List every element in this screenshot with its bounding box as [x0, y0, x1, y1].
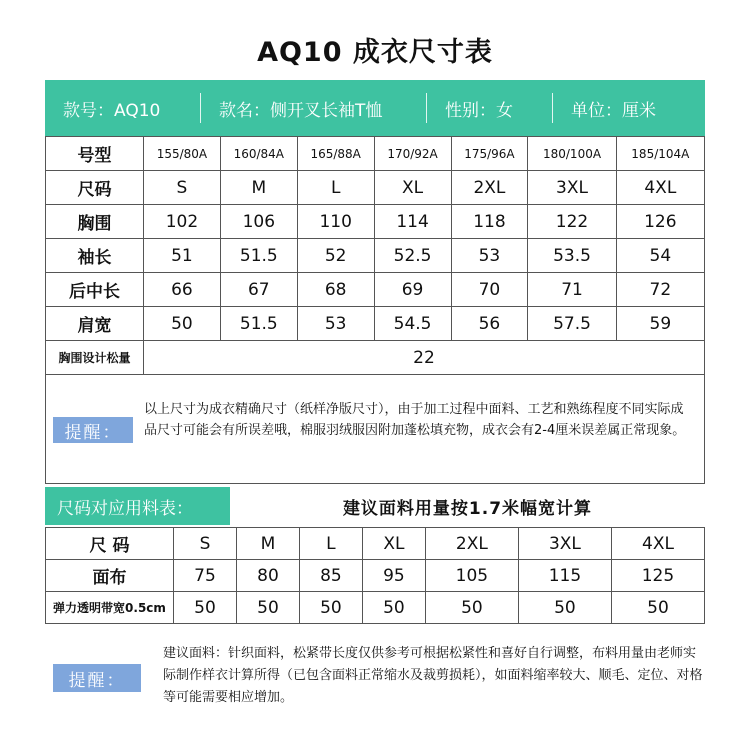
row-label: 尺码	[46, 171, 144, 205]
ease-value: 22	[144, 341, 705, 375]
table-cell: 2XL	[451, 171, 528, 205]
table-cell: 155/80A	[144, 137, 221, 171]
table-cell: 52.5	[374, 239, 451, 273]
table-cell: 69	[374, 273, 451, 307]
style-number: 款号：AQ10	[63, 100, 161, 121]
table-cell: 50	[611, 592, 704, 624]
style-name: 款名：侧开叉长袖T恤	[219, 100, 383, 121]
row-label: 胸围设计松量	[46, 341, 144, 375]
table-cell: 57.5	[528, 307, 616, 341]
row-label: 胸围	[46, 205, 144, 239]
fabric-table	[45, 527, 705, 624]
table-cell: S	[174, 528, 237, 560]
table-cell: 71	[528, 273, 616, 307]
table-cell: 126	[616, 205, 704, 239]
table-row-fabric	[46, 560, 705, 592]
table-row-ease	[46, 341, 705, 375]
divider	[426, 93, 427, 123]
row-label: 尺 码	[46, 528, 174, 560]
row-label: 肩宽	[46, 307, 144, 341]
divider	[552, 93, 553, 123]
fabric-header	[45, 487, 705, 525]
table-cell: 51.5	[220, 239, 297, 273]
table-cell: 118	[451, 205, 528, 239]
table-cell: 54.5	[374, 307, 451, 341]
table-cell: 115	[518, 560, 611, 592]
table-cell: S	[144, 171, 221, 205]
fabric-header-label: 尺码对应用料表：	[45, 487, 230, 525]
table-cell: 160/84A	[220, 137, 297, 171]
row-label: 面布	[46, 560, 174, 592]
table-cell: 3XL	[518, 528, 611, 560]
table-cell: 56	[451, 307, 528, 341]
table-cell: M	[236, 528, 299, 560]
table-cell: 59	[616, 307, 704, 341]
table-cell: 114	[374, 205, 451, 239]
table-cell: 106	[220, 205, 297, 239]
table-cell: L	[297, 171, 374, 205]
table-row-bust	[46, 205, 705, 239]
table-cell: 2XL	[425, 528, 518, 560]
table-cell: 72	[616, 273, 704, 307]
table-cell: 50	[425, 592, 518, 624]
table-cell: 53.5	[528, 239, 616, 273]
table-cell: 75	[174, 560, 237, 592]
table-cell: 53	[297, 307, 374, 341]
table-row-shoulder	[46, 307, 705, 341]
table-cell: XL	[374, 171, 451, 205]
table-row-back-length	[46, 273, 705, 307]
remark-box	[45, 640, 705, 720]
table-cell: 51	[144, 239, 221, 273]
unit-label: 单位：厘米	[571, 100, 656, 121]
remark-badge: 提醒：	[53, 664, 141, 692]
table-cell: 175/96A	[451, 137, 528, 171]
table-row-sleeve	[46, 239, 705, 273]
table-row-size-code	[46, 137, 705, 171]
table-cell: 125	[611, 560, 704, 592]
table-cell: 50	[144, 307, 221, 341]
table-cell: 3XL	[528, 171, 616, 205]
table-cell: 95	[362, 560, 425, 592]
table-cell: 80	[236, 560, 299, 592]
remark-text: 以上尺寸为成衣精确尺寸（纸样净版尺寸），由于加工过程中面料、工艺和熟练程度不同实际成品尺寸可能会有所误差哦，棉服羽绒服因附加蓬松填充物，成衣会有2-4厘米误差属正常现象。	[144, 402, 686, 438]
table-cell: XL	[362, 528, 425, 560]
divider	[200, 93, 201, 123]
remark-badge: 提醒：	[53, 417, 133, 443]
table-cell: 180/100A	[528, 137, 616, 171]
table-cell: 110	[297, 205, 374, 239]
remark-box	[45, 374, 705, 484]
gender-label: 性别：女	[445, 100, 513, 121]
table-row-size	[46, 171, 705, 205]
table-cell: 85	[299, 560, 362, 592]
table-cell: 67	[220, 273, 297, 307]
table-cell: 105	[425, 560, 518, 592]
header-bar	[45, 80, 705, 136]
row-label: 后中长	[46, 273, 144, 307]
fabric-header-note: 建议面料用量按1.7米幅宽计算	[342, 498, 593, 519]
row-label: 号型	[46, 137, 144, 171]
row-label: 弹力透明带宽0.5cm	[46, 592, 174, 624]
table-cell: 4XL	[616, 171, 704, 205]
table-cell: 50	[174, 592, 237, 624]
row-label: 袖长	[46, 239, 144, 273]
table-cell: 122	[528, 205, 616, 239]
table-cell: M	[220, 171, 297, 205]
table-row-elastic-tape	[46, 592, 705, 624]
table-cell: 165/88A	[297, 137, 374, 171]
table-cell: 50	[362, 592, 425, 624]
table-cell: 50	[518, 592, 611, 624]
table-cell: 52	[297, 239, 374, 273]
table-cell: 53	[451, 239, 528, 273]
table-cell: 170/92A	[374, 137, 451, 171]
table-cell: L	[299, 528, 362, 560]
table-cell: 68	[297, 273, 374, 307]
table-cell: 70	[451, 273, 528, 307]
table-cell: 4XL	[611, 528, 704, 560]
table-cell: 51.5	[220, 307, 297, 341]
size-table	[45, 136, 705, 375]
table-cell: 102	[144, 205, 221, 239]
table-cell: 54	[616, 239, 704, 273]
remark-text: 建议面料：针织面料，松紧带长度仅供参考可根据松紧性和喜好自行调整，布料用量由老师实际制作样衣计算所得（已包含面料正常缩水及裁剪损耗），如面料缩率较大、顺毛、定位、对格等可能需要相应增加。	[163, 646, 703, 705]
table-cell: 66	[144, 273, 221, 307]
table-cell: 50	[236, 592, 299, 624]
page-title: AQ10 成衣尺寸表	[257, 37, 493, 68]
table-cell: 50	[299, 592, 362, 624]
table-cell: 185/104A	[616, 137, 704, 171]
table-row-size	[46, 528, 705, 560]
